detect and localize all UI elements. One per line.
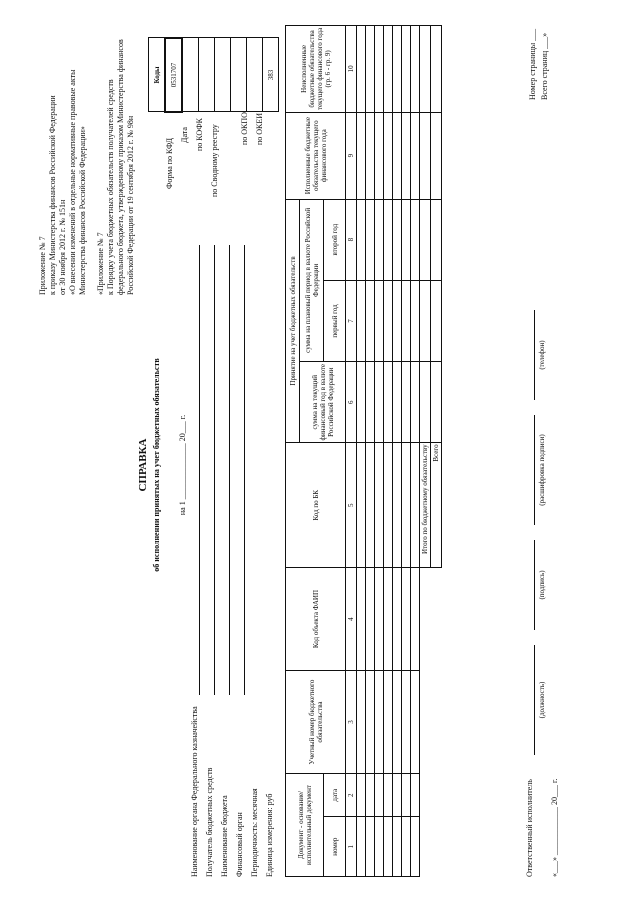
appendix-line: федерального бюджета, утвержденному приказом Министерства финансов [116, 39, 125, 295]
decoding-caption: (расшифровка подписи) [538, 434, 546, 506]
signature-caption: (подпись) [538, 570, 546, 600]
appendix-line: к Порядку учета бюджетных обязательств получателей средств [106, 79, 115, 295]
appendix-line: к приказу Министерства финансов Российской Федерации [48, 95, 57, 295]
col-num: 2 [346, 774, 357, 817]
col-number: номер [324, 817, 346, 877]
field-line [244, 245, 245, 695]
signature-date: «___» ____________ 20___ г. [550, 778, 559, 877]
code-value: 383 [263, 38, 279, 112]
col-num: 9 [346, 112, 357, 199]
code-label: Дата [180, 127, 189, 143]
phone-caption: (телефон) [538, 340, 546, 370]
page-number: Номер страницы ___ [528, 28, 537, 100]
col-num: 4 [346, 568, 357, 671]
field-label: Получатель бюджетных средств [205, 767, 214, 877]
total-label: Всего [431, 443, 442, 568]
col-object: Код объекта ФАИП [286, 568, 346, 671]
col-num: 6 [346, 362, 357, 443]
code-label: по ОКПО [240, 112, 249, 145]
col-account: Учетный номер бюджетного обязательства [286, 671, 346, 774]
table-row [357, 26, 366, 877]
field-line [229, 245, 230, 695]
code-value [199, 38, 215, 112]
form-subtitle: об исполнении принятых на учет бюджетных обязательств [152, 358, 161, 572]
field-label: Наименование органа Федерального казначейства [190, 706, 199, 877]
appendix-line: «О внесении изменений в отдельные нормативные правовые акты [68, 69, 77, 295]
code-label: по Сводному реестру [210, 124, 219, 197]
form-title: СПРАВКА [137, 438, 149, 492]
col-num: 10 [346, 26, 357, 113]
col-current: сумма на текущий финансовый год в валюте Российской Федерации [300, 362, 346, 443]
col-plan: сумма на плановый период в валюте Российской Федерации [300, 199, 324, 362]
appendix-line: Российской Федерации от 19 сентября 2012 г. № 98н [126, 115, 135, 295]
col-num: 7 [346, 280, 357, 361]
col-doc: Документ - основание/ исполнительный документ [286, 774, 324, 877]
table-row [366, 26, 375, 877]
code-value [247, 38, 263, 112]
col-unexecuted: Неисполненные бюджетные обязательства текущего финансового года (гр. 6 - гр. 9) [286, 26, 346, 113]
field-label: Единица измерения: руб [265, 793, 274, 877]
col-num: 1 [346, 817, 357, 877]
signature-line [534, 310, 535, 400]
col-first: первый год [324, 280, 346, 361]
table-row [375, 26, 384, 877]
signature-line [534, 415, 535, 525]
total-by-label: Итого по бюджетному обязательству [420, 443, 431, 568]
code-value: 0531707 [165, 38, 182, 112]
signature-line [534, 540, 535, 630]
code-label: по КОФК [195, 118, 204, 151]
col-bk: Код по БК [286, 443, 346, 568]
table-row [402, 26, 411, 877]
main-table [285, 25, 442, 877]
field-label: Периодичность: месячная [250, 788, 259, 877]
field-label: Финансовый орган [235, 812, 244, 877]
appendix-line: Министерства финансов Российской Федерации» [78, 126, 87, 295]
field-label: Наименование бюджета [220, 795, 229, 877]
appendix-line: Приложение № 7 [38, 236, 47, 295]
col-date: дата [324, 774, 346, 817]
codes-header: Коды [149, 38, 166, 112]
page-total: Всего страниц ___» [540, 32, 549, 100]
code-label: по ОКЕИ [255, 112, 264, 145]
code-value [231, 38, 247, 112]
field-line [199, 245, 200, 695]
form-sheet [30, 15, 590, 885]
responsible-label: Ответственный исполнитель [525, 779, 534, 877]
signature-line [534, 645, 535, 755]
col-accepted: Принятие на учет бюджетных обязательств [286, 199, 300, 443]
col-second: второй год [324, 199, 346, 280]
date-line: на 1 ______________ 20___ г. [178, 414, 187, 516]
col-num: 5 [346, 443, 357, 568]
appendix-line: «Приложение № 7 [96, 232, 105, 295]
col-num: 8 [346, 199, 357, 280]
appendix-line: от 30 ноября 2012 г. № 151н [58, 199, 67, 295]
table-row [384, 26, 393, 877]
field-line [214, 245, 215, 695]
position-caption: (должность) [538, 681, 546, 719]
table-row [393, 26, 402, 877]
col-executed: Исполненные бюджетные обязательства текущего финансового года [286, 112, 346, 199]
code-value [182, 38, 199, 112]
table-row [411, 26, 420, 877]
code-label: Форма по КФД [165, 137, 174, 189]
codes-table [148, 37, 279, 113]
col-num: 3 [346, 671, 357, 774]
code-value [215, 38, 231, 112]
